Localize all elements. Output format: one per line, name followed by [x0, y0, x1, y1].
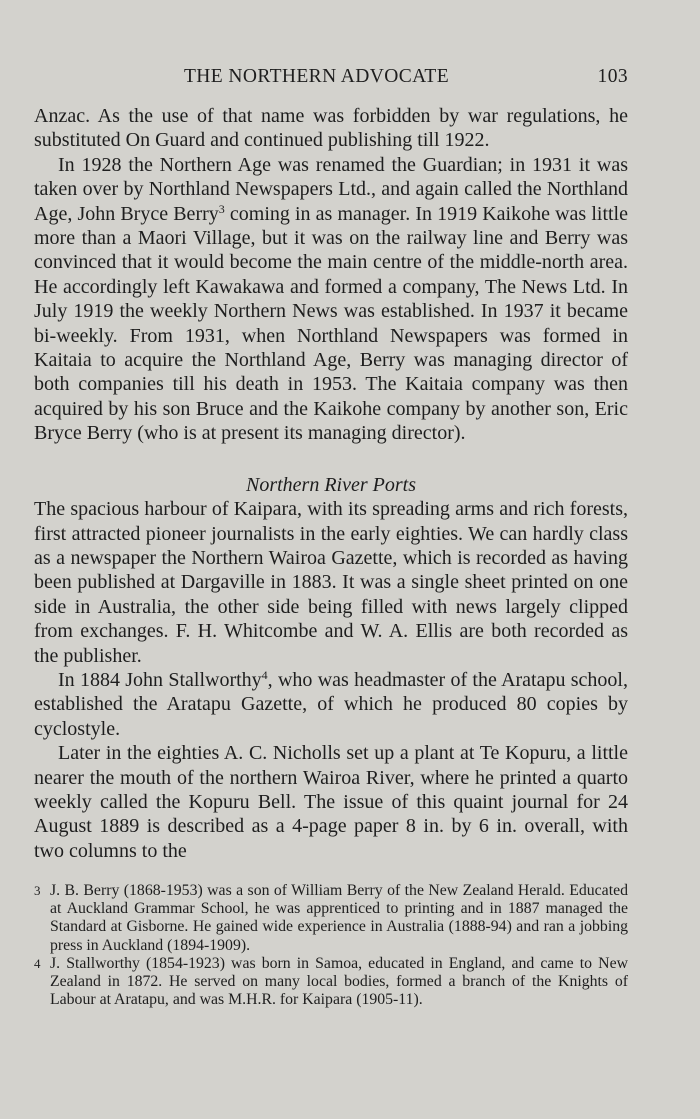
- paragraph-text: coming in as manager. In 1919 Kaikohe was little more than a Maori Village, but it was on the railway line and Berry was convinced that it would become the main centre of the middle-north area. He accordingly left Kawakawa and formed a company, The News Ltd. In July 1919 the weekly Northern News was established. In 1937 it became bi-weekly. From 1931, when Northland Newspapers was formed in Kaitaia to acquire the Northland Age, Berry was managing director of both companies till his death in 1953. The Kaitaia company was then acquired by his son Bruce and the Kaikohe company by another son, Eric Bryce Berry (who is at present its managing director).: [34, 202, 628, 445]
- page-number: 103: [597, 66, 628, 87]
- footnote-mark: 4: [34, 955, 41, 971]
- footnote-3: [34, 882, 628, 955]
- running-title: THE NORTHERN ADVOCATE: [184, 66, 450, 87]
- paragraph-text: , who was headmaster of the Aratapu school, established the Aratapu Gazette, of which he produced 80 copies by cyclostyle.: [34, 668, 628, 740]
- paragraph-northern-age: [34, 153, 628, 446]
- section-heading: Northern River Ports: [246, 473, 416, 496]
- paragraph-continuation: Anzac. As the use of that name was forbidden by war regulations, he substituted On Guard and continued publishing till 1922.: [34, 105, 628, 152]
- paragraph-stallworthy: [34, 668, 628, 741]
- footnote-mark: 3: [34, 883, 41, 898]
- footnote-4: [34, 955, 628, 1010]
- paragraph-kaipara: The spacious harbour of Kaipara, with its spreading arms and rich forests, first attracted pioneer journalists in the early eighties. We can hardly class as a newspaper the Northern Wairoa Gazette, which is recorded as having been published at Dargaville in 1883. It was a single sheet printed on one side in Australia, the other side being filled with news largely clipped from exchanges. F. H. Whitcombe and W. A. Ellis are both recorded as the publisher.: [34, 498, 628, 667]
- footnotes: [34, 882, 628, 1009]
- paragraph-text: In 1884 John Stallworthy: [58, 668, 262, 691]
- footnote-reference-3: 3: [218, 201, 225, 216]
- paragraph-text: In 1928 the Northern Age was renamed the Guardian; in 1931 it was taken over by Northland Newspapers Ltd., and again called the Northland Age, John Bryce Berry: [34, 153, 628, 225]
- paragraph-kopuru-bell: Later in the eighties A. C. Nicholls set up a plant at Te Kopuru, a little nearer the mouth of the northern Wairoa River, where he printed a quarto weekly called the Kopuru Bell. The issue of this quaint journal for 24 August 1889 is described as a 4-page paper 8 in. by 6 in. overall, with two columns to the: [34, 742, 628, 862]
- main-text: [34, 104, 628, 863]
- footnote-text: J. B. Berry (1868-1953) was a son of William Berry of the New Zealand Herald. Educated at Auckland Grammar School, he was apprenticed to printing and in 1887 managed the Standard at Gisborne. He gained wide experience in Australia (1888-94) and ran a jobbing press in Auckland (1894-1909).: [50, 882, 628, 954]
- footnote-text: J. Stallworthy (1854-1923) was born in Samoa, educated in England, and came to New Zealand in 1872. He served on many local bodies, formed a branch of the Knights of Labour at Aratapu, and was M.H.R. for Kaipara (1905-11).: [50, 954, 628, 1009]
- footnote-reference-4: 4: [261, 667, 268, 682]
